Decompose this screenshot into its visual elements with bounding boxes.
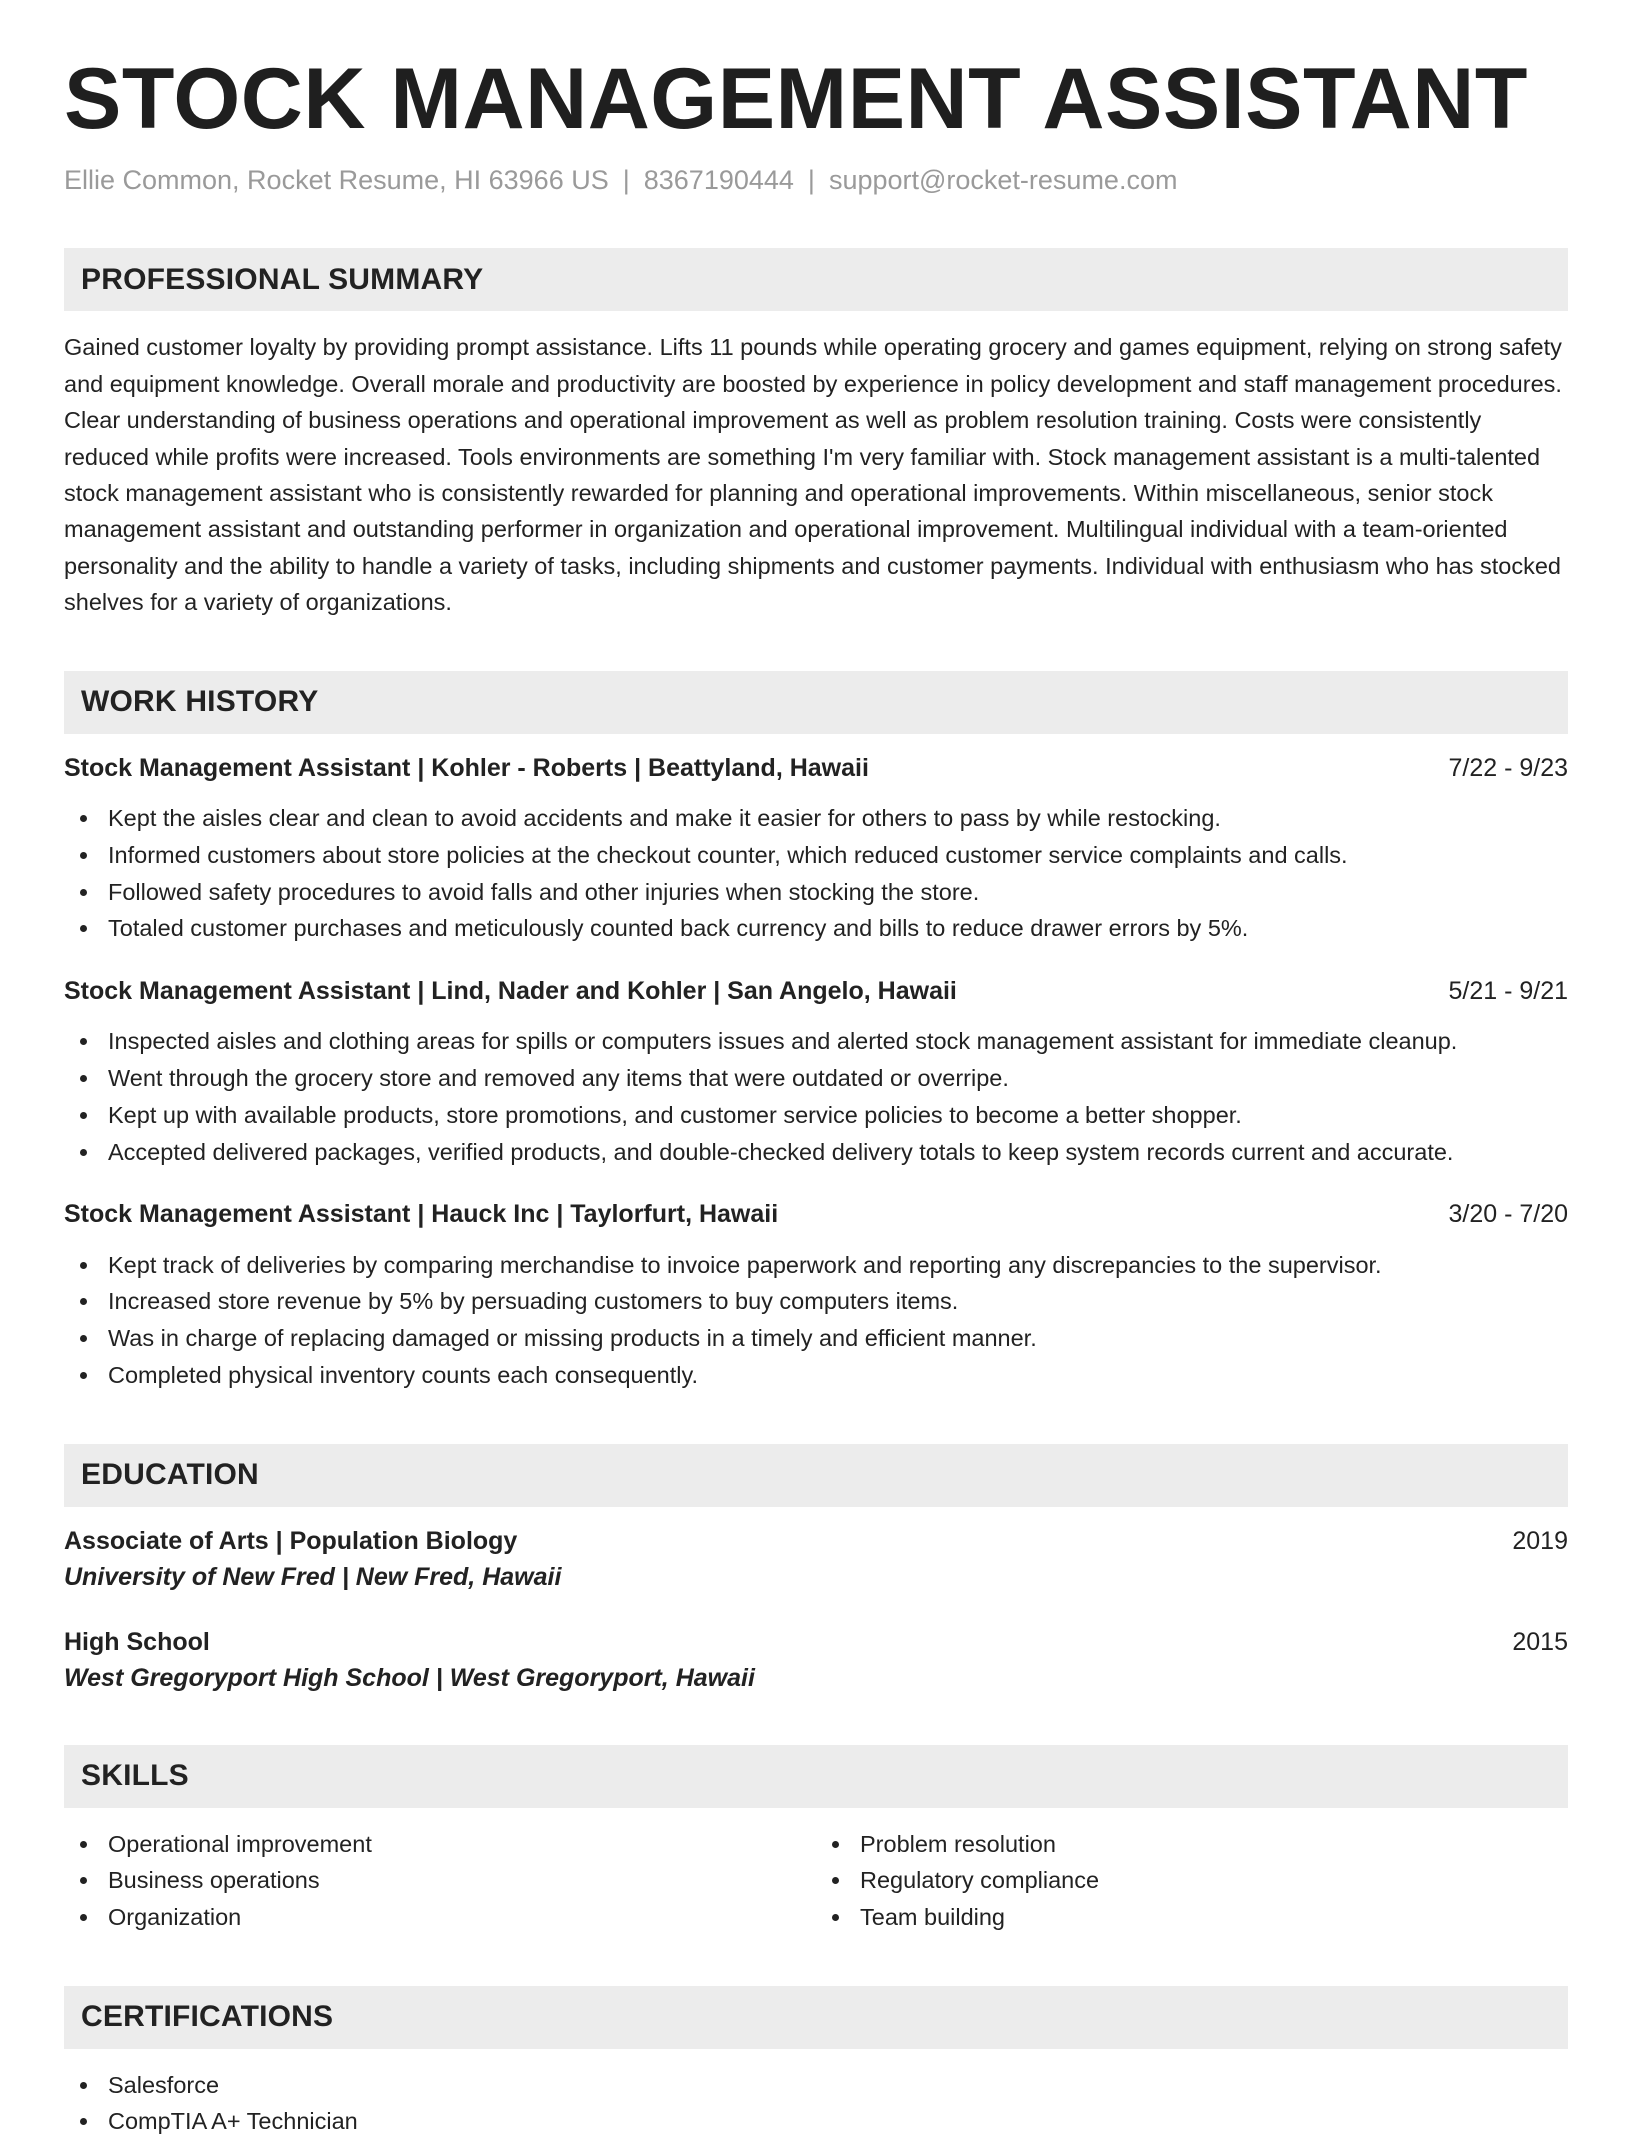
- education-school: University of New Fred | New Fred, Hawaii: [64, 1563, 562, 1592]
- job-entry: [64, 975, 1568, 1170]
- resume-title: STOCK MANAGEMENT ASSISTANT: [64, 51, 1528, 147]
- job-bullets: [64, 1247, 1568, 1394]
- education-school: West Gregoryport High School | West Gregoryport, Hawaii: [64, 1664, 755, 1693]
- job-dates: 5/21 - 9/21: [1448, 976, 1568, 1005]
- job-dates: 3/20 - 7/20: [1448, 1200, 1568, 1229]
- section-heading-skills: SKILLS: [64, 1745, 1568, 1808]
- job-bullet: Accepted delivered packages, verified products, and double-checked delivery totals to keep system records current and accurate.: [64, 1134, 1568, 1171]
- skills-grid: [64, 1826, 1568, 1936]
- job-entry: [64, 752, 1568, 947]
- education-entry: [64, 1525, 1568, 1594]
- education-header: [64, 1525, 1568, 1558]
- job-bullet: Was in charge of replacing damaged or missing products in a timely and efficient manner.: [64, 1320, 1568, 1357]
- certification-item: CompTIA A+ Technician: [64, 2103, 1568, 2140]
- section-heading-certifications: CERTIFICATIONS: [64, 1986, 1568, 2049]
- education-entry: [64, 1626, 1568, 1695]
- job-header: [64, 975, 1568, 1008]
- job-entry: [64, 1198, 1568, 1393]
- job-dates: 7/22 - 9/23: [1448, 753, 1568, 782]
- contact-phone: 8367190444: [643, 165, 794, 195]
- skill-item: Team building: [816, 1899, 1568, 1936]
- job-bullet: Kept the aisles clear and clean to avoid accidents and make it easier for others to pass by while restocking.: [64, 800, 1568, 837]
- skills-column-left: [64, 1826, 816, 1936]
- job-bullet: Totaled customer purchases and meticulously counted back currency and bills to reduce drawer errors by 5%.: [64, 910, 1568, 947]
- summary-text: Gained customer loyalty by providing prompt assistance. Lifts 11 pounds while operating grocery and games equipment, relying on strong safety and equipment knowledge. Overall morale and productivity are boosted by experience in policy development and staff management procedures. Clear understanding of business operations and operational improvement as well as problem resolution training. Costs were consistently reduced while profits were increased. Tools environments are something I'm very familiar with. Stock management assistant is a multi-talented stock management assistant who is consistently rewarded for planning and operational improvements. Within miscellaneous, senior stock management assistant and outstanding performer in organization and operational improvement. Multilingual individual with a team-oriented personality and the ability to handle a variety of tasks, including shipments and customer payments. Individual with enthusiasm who has stocked shelves for a variety of organizations.: [64, 334, 1562, 616]
- skill-item: Problem resolution: [816, 1826, 1568, 1863]
- job-bullet: Inspected aisles and clothing areas for spills or computers issues and alerted stock management assistant for immediate cleanup.: [64, 1023, 1568, 1060]
- certification-item: Salesforce: [64, 2067, 1568, 2104]
- job-title: Stock Management Assistant | Kohler - Roberts | Beattyland, Hawaii: [64, 753, 869, 782]
- skills-list: [816, 1826, 1568, 1936]
- job-bullet: Informed customers about store policies at the checkout counter, which reduced customer service complaints and calls.: [64, 837, 1568, 874]
- skills-list: [64, 1826, 816, 1936]
- education-year: 2015: [1512, 1627, 1568, 1656]
- job-bullets: [64, 1023, 1568, 1170]
- contact-address: Ellie Common, Rocket Resume, HI 63966 US: [64, 165, 609, 195]
- job-bullets: [64, 800, 1568, 947]
- contact-line: [64, 164, 1568, 196]
- skill-item: Organization: [64, 1899, 816, 1936]
- job-bullet: Completed physical inventory counts each consequently.: [64, 1357, 1568, 1394]
- skill-item: Regulatory compliance: [816, 1862, 1568, 1899]
- section-heading-education: EDUCATION: [64, 1444, 1568, 1507]
- education-header: [64, 1626, 1568, 1659]
- job-bullet: Kept track of deliveries by comparing merchandise to invoice paperwork and reporting any discrepancies to the supervisor.: [64, 1247, 1568, 1284]
- job-bullet: Kept up with available products, store promotions, and customer service policies to become a better shopper.: [64, 1097, 1568, 1134]
- job-bullet: Increased store revenue by 5% by persuading customers to buy computers items.: [64, 1283, 1568, 1320]
- job-title: Stock Management Assistant | Lind, Nader and Kohler | San Angelo, Hawaii: [64, 976, 957, 1005]
- skill-item: Operational improvement: [64, 1826, 816, 1863]
- job-header: [64, 752, 1568, 785]
- contact-email: support@rocket-resume.com: [828, 165, 1178, 195]
- education-degree: High School: [64, 1627, 210, 1656]
- job-title: Stock Management Assistant | Hauck Inc | Taylorfurt, Hawaii: [64, 1200, 779, 1229]
- section-heading-work-history: WORK HISTORY: [64, 671, 1568, 734]
- job-bullet: Followed safety procedures to avoid falls and other injuries when stocking the store.: [64, 874, 1568, 911]
- job-header: [64, 1198, 1568, 1231]
- contact-separator: |: [622, 165, 630, 195]
- contact-separator: |: [807, 165, 815, 195]
- certifications-list: [64, 2067, 1568, 2140]
- education-year: 2019: [1512, 1526, 1568, 1555]
- skill-item: Business operations: [64, 1862, 816, 1899]
- skills-column-right: [816, 1826, 1568, 1936]
- education-degree: Associate of Arts | Population Biology: [64, 1526, 518, 1555]
- job-bullet: Went through the grocery store and removed any items that were outdated or overripe.: [64, 1060, 1568, 1097]
- section-heading-summary: PROFESSIONAL SUMMARY: [64, 248, 1568, 311]
